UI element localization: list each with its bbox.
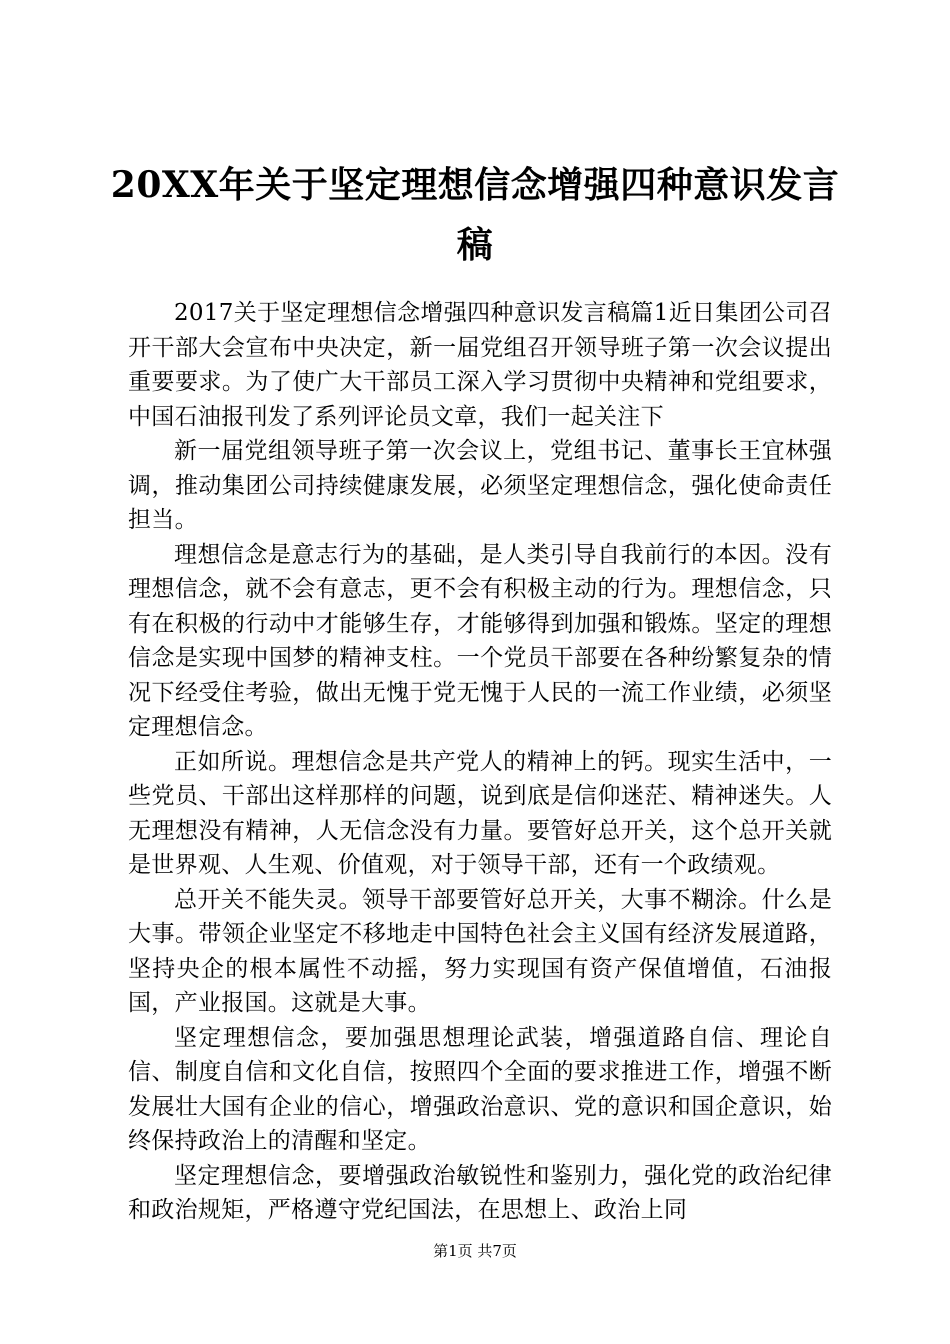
paragraph: 坚定理想信念，要加强思想理论武装，增强道路自信、理论自信、制度自信和文化自信，按照四个全面的要求推进工作，增强不断发展壮大国有企业的信心，增强政治意识、党的意识和国企意识，始终保持政治上的清醒和坚定。 (128, 1024, 832, 1154)
paragraph: 新一届党组领导班子第一次会议上，党组书记、董事长王宜林强调，推动集团公司持续健康发展，必须坚定理想信念，强化使命责任担当。 (128, 438, 832, 533)
paragraph: 正如所说。理想信念是共产党人的精神上的钙。现实生活中，一些党员、干部出这样那样的问题，说到底是信仰迷茫、精神迷失。人无理想没有精神，人无信念没有力量。要管好总开关，这个总开关就是世界观、人生观、价值观，对于领导干部，还有一个政绩观。 (128, 748, 832, 878)
paragraph: 理想信念是意志行为的基础，是人类引导自我前行的本因。没有理想信念，就不会有意志，更不会有积极主动的行为。理想信念，只有在积极的行动中才能够生存，才能够得到加强和锻炼。坚定的理想信念是实现中国梦的精神支柱。一个党员干部要在各种纷繁复杂的情况下经受住考验，做出无愧于党无愧于人民的一流工作业绩，必须坚定理想信念。 (128, 541, 832, 740)
page-number-footer: 第1页 共7页 (433, 1242, 517, 1260)
document-title: 20XX年关于坚定理想信念增强四种意识发言稿 (110, 164, 840, 266)
paragraph: 总开关不能失灵。领导干部要管好总开关，大事不糊涂。什么是大事。带领企业坚定不移地走中国特色社会主义国有经济发展道路，坚持央企的根本属性不动摇，努力实现国有资产保值增值，石油报国，产业报国。这就是大事。 (128, 886, 832, 1016)
paragraph: 2017关于坚定理想信念增强四种意识发言稿篇1近日集团公司召开干部大会宣布中央决定，新一届党组召开领导班子第一次会议提出重要要求。为了使广大干部员工深入学习贯彻中央精神和党组要求，中国石油报刊发了系列评论员文章，我们一起关注下 (128, 300, 832, 430)
document-body (128, 296, 832, 1228)
paragraph: 坚定理想信念，要增强政治敏锐性和鉴别力，强化党的政治纪律和政治规矩，严格遵守党纪国法，在思想上、政治上同 (128, 1162, 832, 1223)
